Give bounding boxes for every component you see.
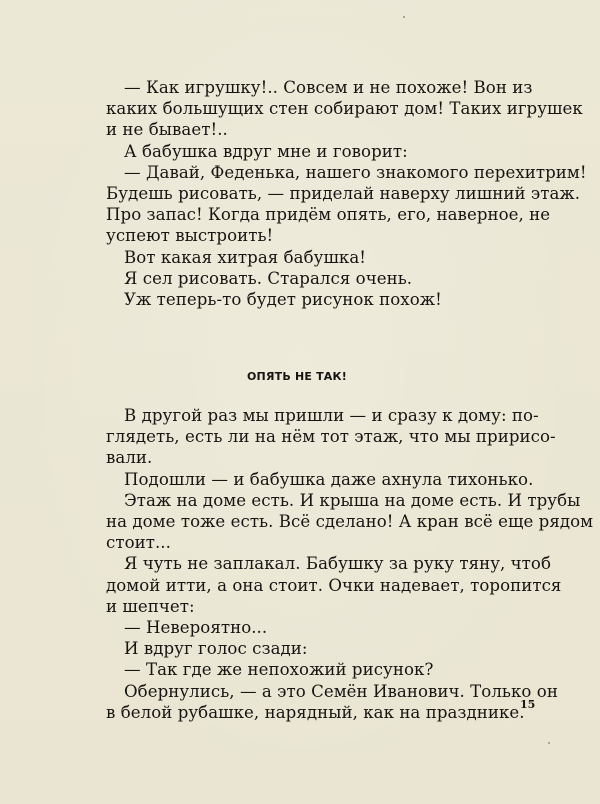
text-line: — Как игрушку!.. Совсем и не похоже! Вон из [124, 78, 533, 97]
chapter-heading: ОПЯТЬ НЕ ТАК! [247, 370, 347, 383]
text-block-top [106, 77, 587, 310]
text-line: Вот какая хитрая бабушка! [124, 247, 367, 267]
paragraph [106, 405, 594, 723]
text-line: Я чуть не заплакал. Бабушку за руку тяну, чтоб [124, 554, 551, 574]
text-line: В другой раз мы пришли — и сразу к дому: по- [124, 406, 539, 425]
text-line: и шепчет: [106, 596, 195, 616]
text-block-bottom [106, 405, 594, 723]
text-line: и не бывает!.. [106, 120, 228, 140]
text-line: в белой рубашке, нарядный, как на празднике. [106, 702, 525, 722]
text-line: Про запас! Когда придём опять, его, наверное, не [106, 205, 551, 225]
text-line: на доме тоже есть. Всё сделано! А кран всё еще рядом [106, 512, 594, 532]
paper-speck [548, 742, 550, 744]
text-line: глядеть, есть ли на нём тот этаж, что мы пририсо- [106, 427, 556, 447]
text-line: Уж теперь-то будет рисунок похож! [124, 290, 442, 310]
text-line: — Так где же непохожий рисунок? [124, 660, 434, 680]
text-line: Обернулись, — а это Семён Иванович. Только он [124, 681, 558, 701]
text-line: домой итти, а она стоит. Очки надевает, торопится [106, 575, 562, 595]
text-line: И вдруг голос сзади: [124, 639, 308, 659]
text-line: А бабушка вдруг мне и говорит: [124, 141, 408, 161]
text-line: стоит... [106, 533, 171, 553]
text-line: Этаж на доме есть. И крыша на доме есть. И трубы [124, 490, 581, 510]
text-line: вали. [106, 448, 153, 468]
text-line: успеют выстроить! [106, 226, 274, 246]
paper-speck [403, 16, 405, 18]
text-line: Я сел рисовать. Старался очень. [124, 268, 413, 288]
paragraph [106, 77, 587, 310]
text-line: — Давай, Феденька, нашего знакомого перехитрим! [124, 162, 587, 182]
page-number: 15 [520, 698, 536, 711]
text-line: каких большущих стен собирают дом! Таких игрушек [106, 99, 583, 119]
text-line: Подошли — и бабушка даже ахнула тихонько. [124, 469, 534, 489]
text-line: Будешь рисовать, — приделай наверху лишний этаж. [106, 184, 581, 204]
text-line: — Невероятно... [124, 618, 268, 638]
